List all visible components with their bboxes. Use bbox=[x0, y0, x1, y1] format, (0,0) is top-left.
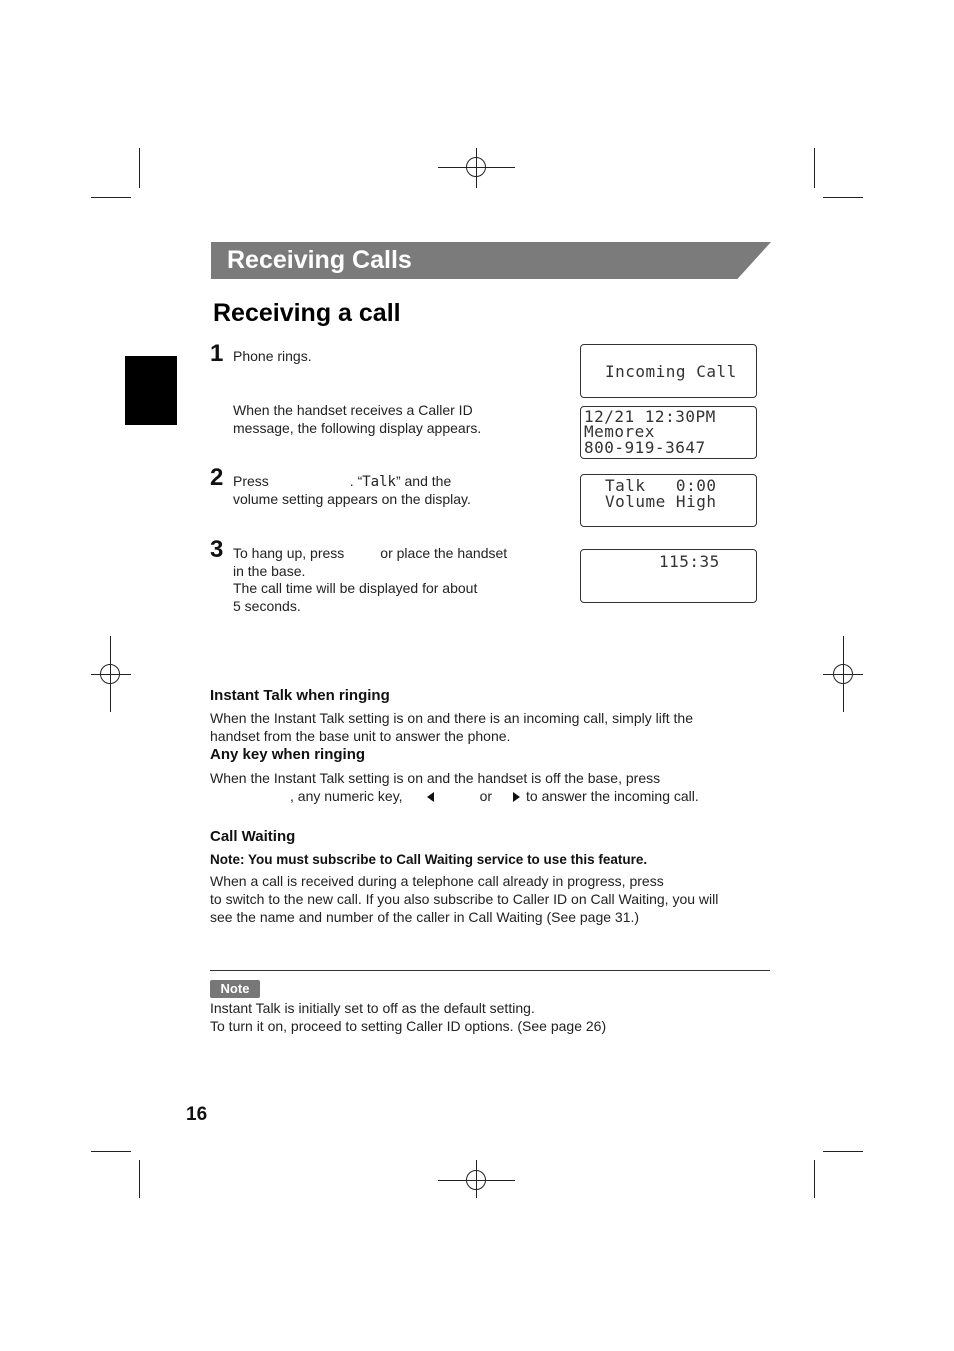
lcd-line: Memorex bbox=[584, 422, 655, 441]
step-3-text: To hang up, press or place the handset bbox=[233, 545, 508, 561]
step-1-text: When the handset receives a Caller ID bbox=[233, 402, 473, 418]
page-heading: Receiving a call bbox=[213, 299, 401, 327]
any-key-text: When the Instant Talk setting is on and the handset is off the base, press bbox=[210, 770, 661, 786]
step-2-text: Press . “Talk” and the bbox=[233, 473, 452, 490]
talk-display-word: Talk bbox=[362, 474, 396, 490]
step-3-text: The call time will be displayed for about bbox=[233, 580, 478, 596]
chapter-tab bbox=[125, 356, 177, 425]
instant-talk-text: When the Instant Talk setting is on and there is an incoming call, simply lift the bbox=[210, 710, 693, 726]
lcd-line: 115:35 bbox=[659, 552, 720, 571]
lcd-display-incoming bbox=[580, 344, 757, 398]
any-key-text: , any numeric key, or to answer the incoming call. bbox=[290, 788, 699, 804]
lcd-display-talk bbox=[580, 474, 757, 527]
lcd-line: Volume High bbox=[605, 492, 717, 511]
step-1-text: message, the following display appears. bbox=[233, 420, 482, 436]
step-3-number: 3 bbox=[210, 536, 224, 563]
step-1-number: 1 bbox=[210, 340, 224, 367]
instant-talk-heading: Instant Talk when ringing bbox=[210, 687, 390, 704]
page-number: 16 bbox=[186, 1104, 208, 1125]
divider bbox=[210, 970, 770, 971]
lcd-line: Talk 0:00 bbox=[605, 476, 717, 495]
left-arrow-icon bbox=[427, 792, 434, 802]
step-3-text: 5 seconds. bbox=[233, 598, 301, 614]
step-3-text: in the base. bbox=[233, 563, 306, 579]
section-title: Receiving Calls bbox=[227, 246, 412, 274]
call-waiting-text: When a call is received during a telephone call already in progress, press bbox=[210, 873, 664, 889]
step-2-number: 2 bbox=[210, 464, 224, 491]
call-waiting-text: see the name and number of the caller in Call Waiting (See page 31.) bbox=[210, 909, 640, 925]
step-1-text: Phone rings. bbox=[233, 348, 312, 364]
any-key-heading: Any key when ringing bbox=[210, 746, 366, 763]
lcd-display-caller-id bbox=[580, 406, 757, 459]
call-waiting-note: Note: You must subscribe to Call Waiting service to use this feature. bbox=[210, 852, 648, 867]
lcd-line: 12/21 12:30PM bbox=[584, 407, 716, 426]
lcd-display-call-time bbox=[580, 549, 757, 603]
right-arrow-icon bbox=[513, 792, 520, 802]
note-text: To turn it on, proceed to setting Caller ID options. (See page 26) bbox=[210, 1018, 607, 1034]
note-badge: Note bbox=[210, 980, 260, 998]
call-waiting-heading: Call Waiting bbox=[210, 828, 296, 845]
lcd-line: 800-919-3647 bbox=[584, 438, 706, 457]
note-text: Instant Talk is initially set to off as the default setting. bbox=[210, 1000, 535, 1016]
step-2-text: volume setting appears on the display. bbox=[233, 491, 471, 507]
instant-talk-text: handset from the base unit to answer the phone. bbox=[210, 728, 511, 744]
lcd-line: Incoming Call bbox=[605, 362, 737, 381]
call-waiting-text: to switch to the new call. If you also subscribe to Caller ID on Call Waiting, you will bbox=[210, 891, 719, 907]
